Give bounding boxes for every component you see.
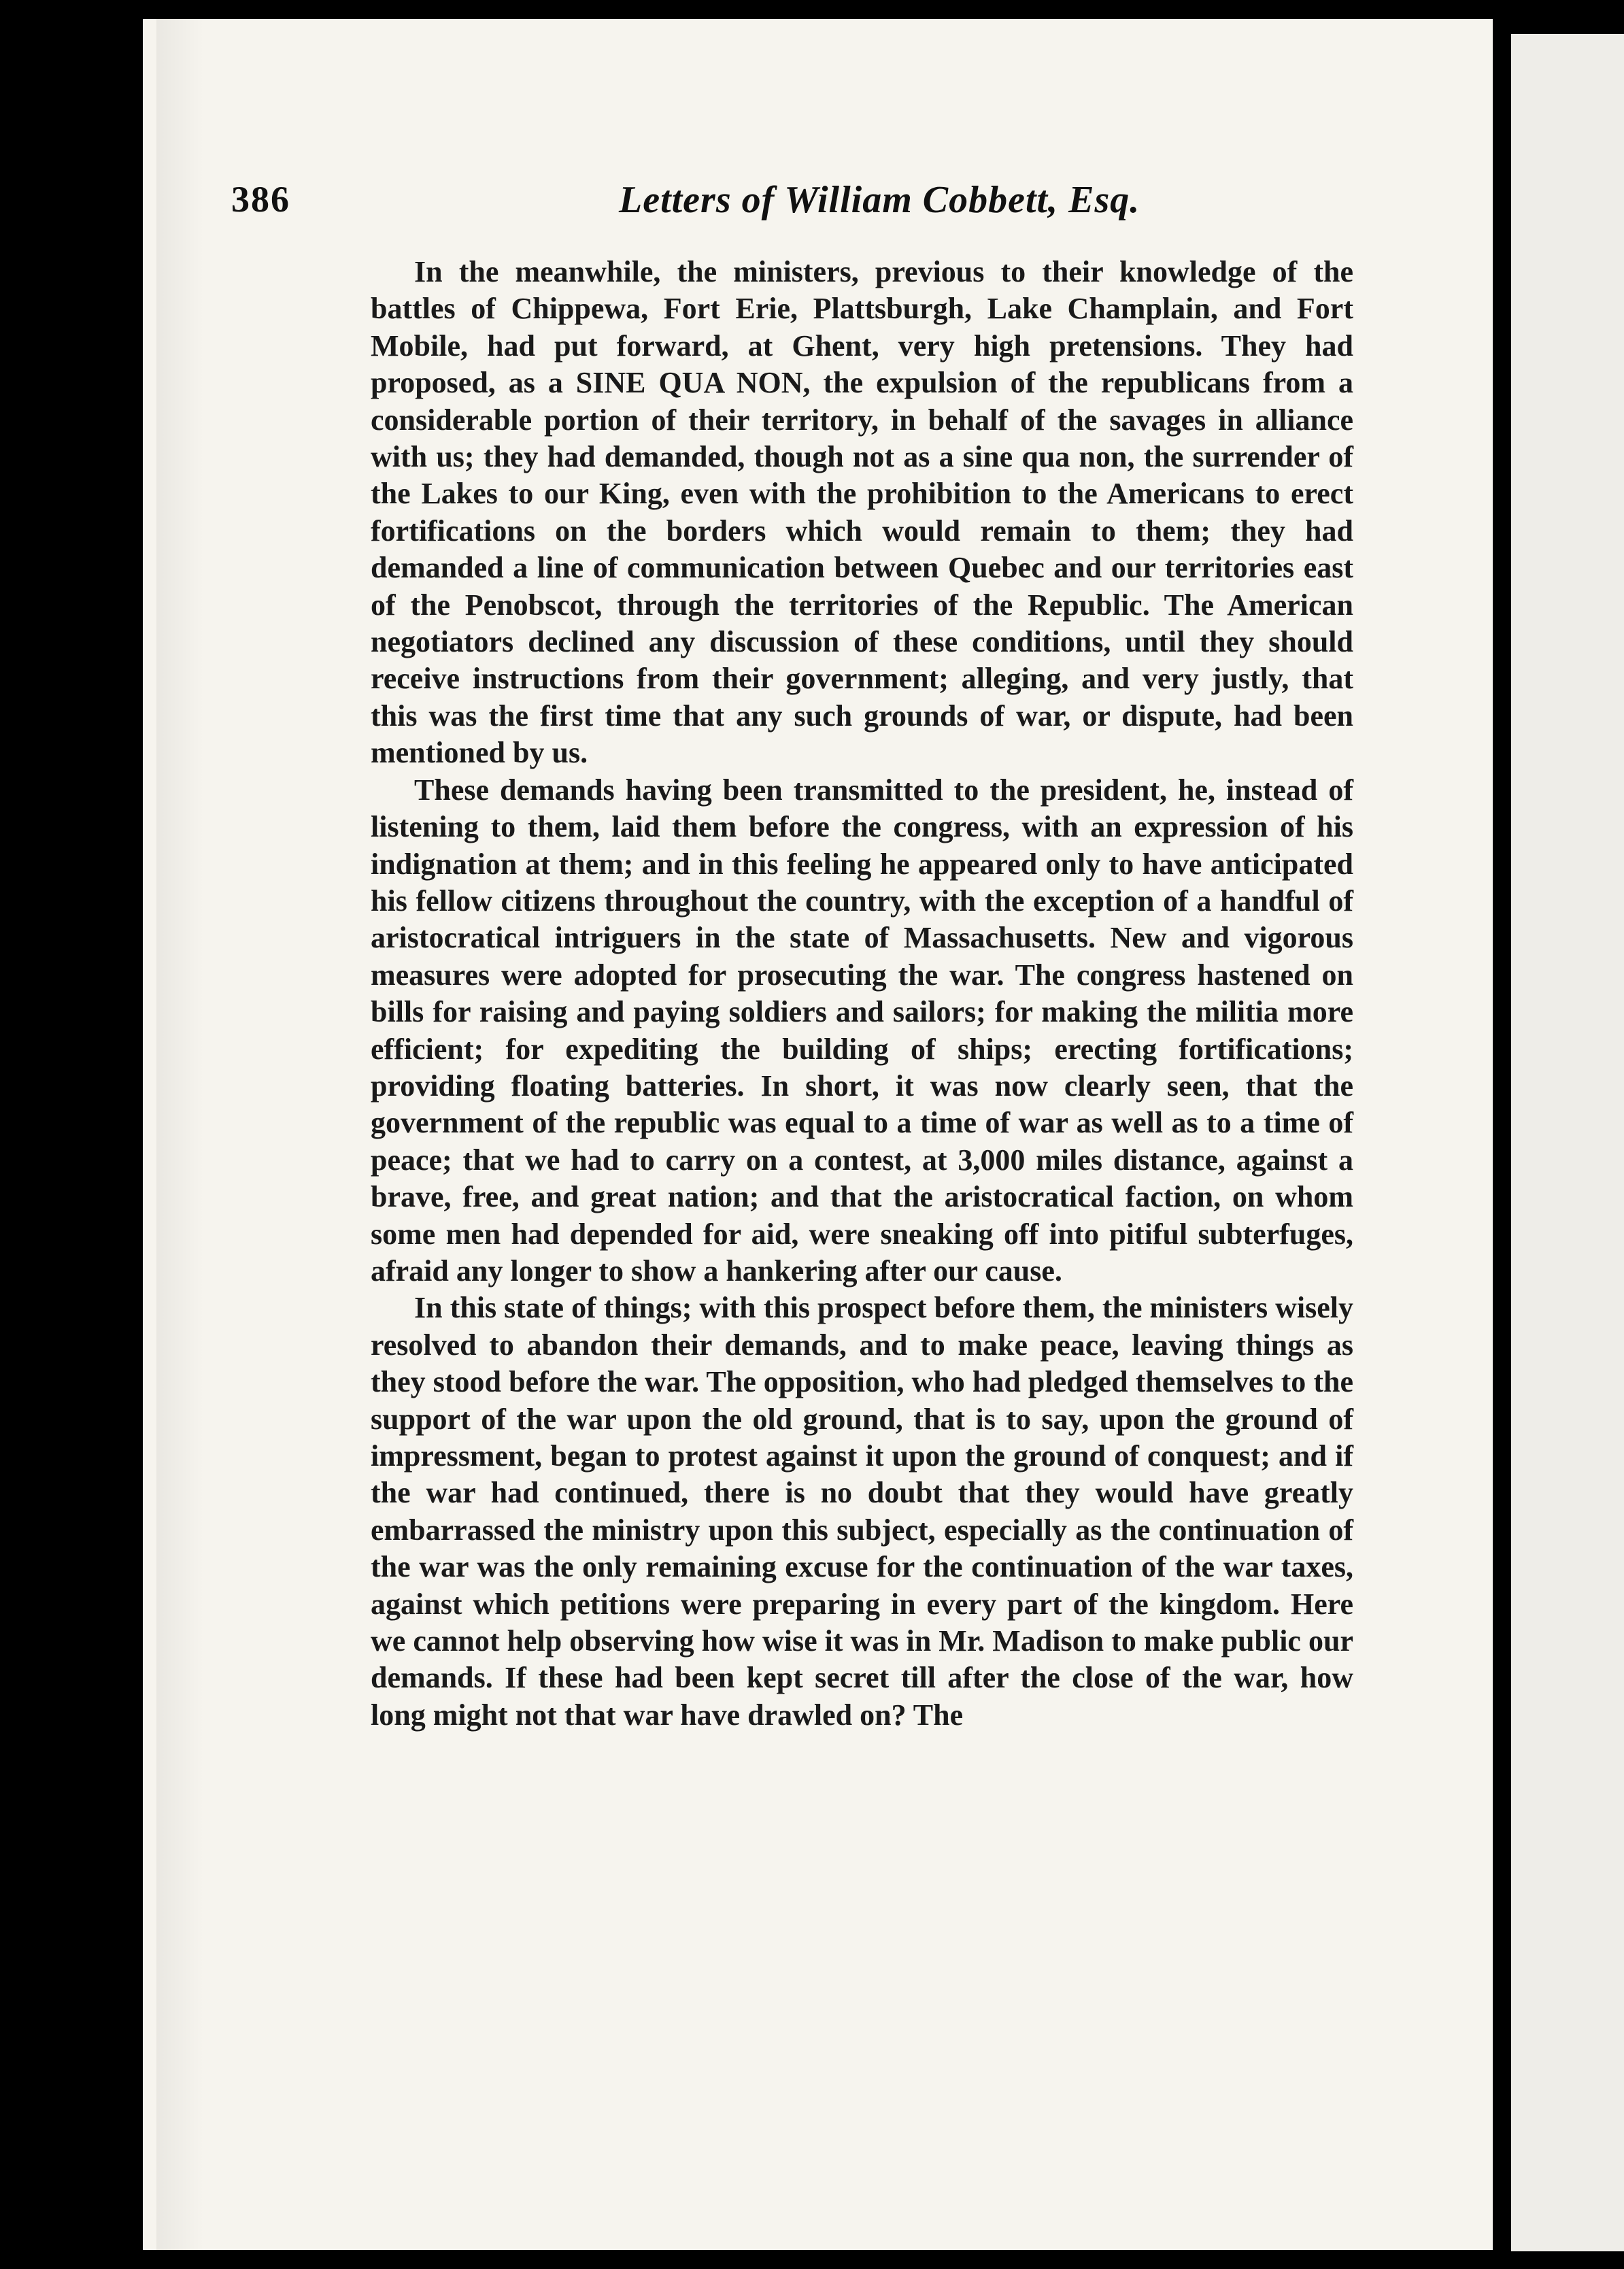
adjacent-page-edge	[1511, 34, 1624, 2251]
page-number: 386	[231, 179, 290, 220]
paragraph: In this state of things; with this prospect before them, the ministers wisely resolved to abandon their demands, and to make peace, leaving things as they stood before the war. The opposition, who had pledged themselves to the support of the war upon the old ground, that is to say, upon the ground of impressment, began to protest against it upon the ground of conquest; and if the war had continued, there is no doubt that they would have greatly embarrassed the ministry upon this subject, especially as the continuation of the war was the only remaining excuse for the continuation of the war taxes, against which petitions were preparing in every part of the kingdom. Here we cannot help observing how wise it was in Mr. Madison to make public our demands. If these had been kept secret till after the close of the war, how long might not that war have drawled on? The	[371, 1291, 1353, 1732]
running-header	[231, 178, 1374, 239]
paragraph: In the meanwhile, the ministers, previous to their knowledge of the battles of Chippewa, Fort Erie, Plattsburgh, Lake Champlain, and Fort Mobile, had put forward, at Ghent, very high pretensions. They had proposed, as a SINE QUA NON, the expulsion of the republicans from a considerable portion of their territory, in behalf of the savages in alliance with us; they had demanded, though not as a sine qua non, the surrender of the Lakes to our King, even with the prohibition to the Americans to erect fortifications on the borders which would remain to them; they had demanded a line of communication between Quebec and our territories east of the Penobscot, through the territories of the Republic. The American negotiators declined any discussion of these conditions, until they should receive instructions from their government; alleging, and very justly, that this was the first time that any such grounds of war, or dispute, had been mentioned by us.	[371, 255, 1353, 770]
body-text	[371, 254, 1353, 1734]
page-fold-shadow	[156, 19, 204, 2250]
paragraph: These demands having been transmitted to the president, he, instead of listening to them, laid them before the congress, with an expression of his indignation at them; and in this feeling he appeared only to have anticipated his fellow citizens throughout the country, with the exception of a handful of aristocratical intriguers in the state of Massachusetts. New and vigorous measures were adopted for prosecuting the war. The congress hastened on bills for raising and paying soldiers and sailors; for making the militia more efficient; for expediting the building of ships; erecting fortifications; providing floating batteries. In short, it was now clearly seen, that the government of the republic was equal to a time of war as well as to a time of peace; that we had to carry on a contest, at 3,000 miles distance, against a brave, free, and great nation; and that the aristocratical faction, on whom some men had depended for aid, were sneaking off into pitiful subterfuges, afraid any longer to show a hankering after our cause.	[371, 773, 1353, 1288]
running-title: Letters of William Cobbett, Esq.	[619, 179, 1140, 221]
